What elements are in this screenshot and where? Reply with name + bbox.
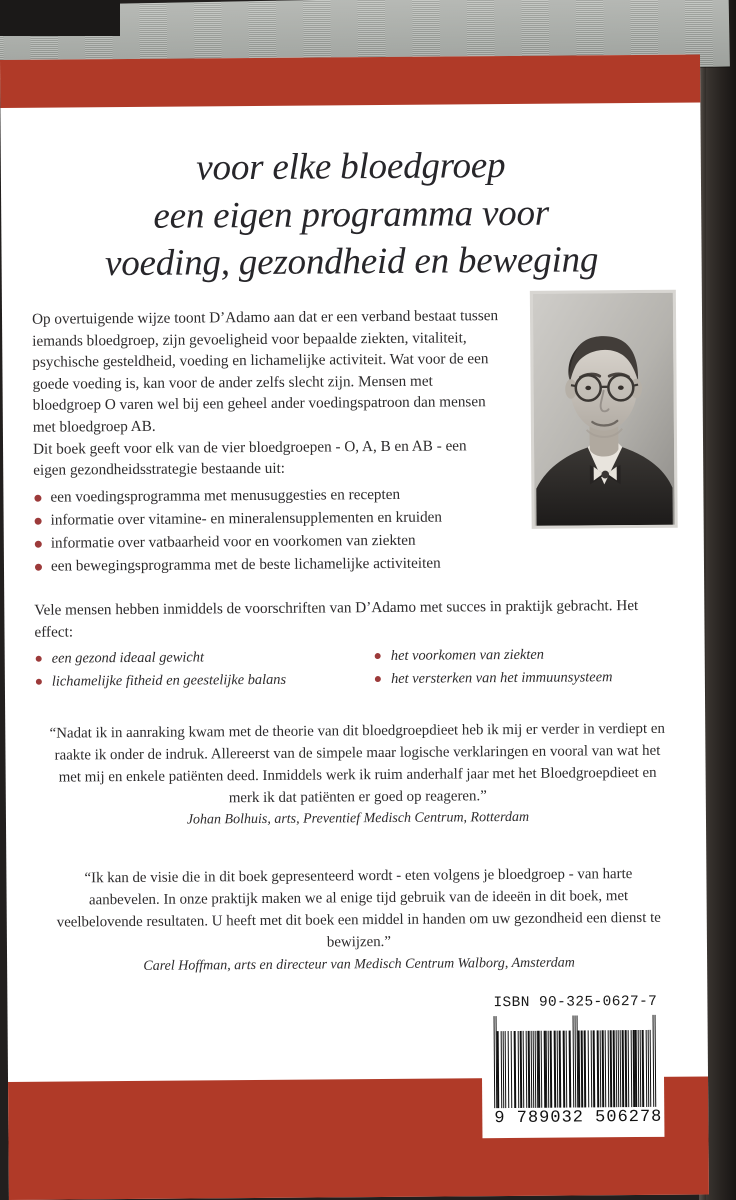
top-left-dark-corner — [0, 0, 120, 36]
intro-paragraph-2: Dit boek geeft voor elk van de vier bloedgroepen - O, A, B en AB - een eigen gezondheidsstrategie bestaande uit: — [32, 436, 467, 479]
cover-printed-face — [0, 55, 709, 1200]
barcode-bars — [494, 1015, 657, 1108]
list-item: een bewegingsprogramma met de beste lichamelijke activiteiten — [34, 551, 510, 578]
quote-attribution: Johan Bolhuis, arts, Preventief Medisch Centrum, Rotterdam — [186, 810, 530, 828]
quote-text: “Ik kan de visie die in dit boek gepresenteerd wordt - eten volgens je bloedgroep - van harte aanbevelen. In onze praktijk maken we al enige tijd gebruik van de ideeën in dit boek, met veelbelovende resultaten. U heeft met dit boek een middel in handen om uw gezondheid een dienst te bewijzen.” — [56, 866, 661, 951]
quote-text: “Nadat ik in aanraking kwam met de theorie van dit bloedgroepdieet heb ik mij er verder in verdiept en raakte ik onder de indruk. Allereerst van de simpele maar logische verklaringen en vooral van wat het met mij en enkele patiënten deed. Inmiddels werk ik ruim anderhalf jaar met het Bloedgroepdieet en merk ik dat patiënten er goed op reageren.” — [49, 720, 665, 806]
effect-intro — [34, 595, 674, 643]
title-line-3: voeding, gezondheid en beweging — [104, 239, 599, 285]
effect-list — [35, 643, 675, 694]
list-item: informatie over vitamine- en mineralensupplementen en kruiden — [34, 505, 510, 532]
list-item: een voedingsprogramma met menusuggesties en recepten — [33, 482, 509, 509]
testimonial-quote-2 — [48, 864, 669, 978]
barcode-digits: 9 789032 506278 — [494, 1107, 663, 1129]
intro-paragraph-1: Op overtuigende wijze toont D’Adamo aan dat er een verband bestaat tussen iemands bloedgroep, zijn gevoeligheid voor bepaalde ziekten, vitaliteit, psychische gesteldheid, voeding en lichamelijke activiteit. Wat voor de een goede voeding is, kan voor de ander zelfs slecht zijn. Mensen met bloedgroep O varen wel bij een geheel ander voedingspatroon dan mensen met bloedgroep AB. — [31, 307, 499, 436]
list-item: het voorkomen van ziekten — [374, 643, 675, 668]
feature-list — [33, 482, 510, 578]
list-item: lichamelijke fitheid en geestelijke balans — [35, 668, 374, 693]
author-portrait — [530, 290, 678, 529]
title-line-1: voor elke bloedgroep — [196, 145, 506, 189]
list-item: een gezond ideaal gewicht — [35, 645, 374, 670]
list-item: informatie over vatbaarheid voor en voorkomen van ziekten — [34, 528, 510, 555]
list-item: het versterken van het immuunsysteem — [374, 666, 675, 691]
testimonial-quote-1 — [47, 719, 668, 833]
cover-content — [0, 103, 708, 1082]
cover-title — [0, 103, 701, 290]
intro-text — [32, 305, 501, 481]
cover-body — [2, 284, 707, 979]
effect-lead-text: Vele mensen hebben inmiddels de voorschriften van D’Adamo met succes in praktijk gebracht. Het effect: — [34, 597, 639, 641]
title-line-2: een eigen programma voor — [153, 192, 550, 237]
quote-attribution: Carel Hoffman, arts en directeur van Medisch Centrum Walborg, Amsterdam — [143, 955, 575, 974]
isbn-label: ISBN 90-325-0627-7 — [493, 993, 658, 1012]
top-red-band — [0, 55, 700, 108]
barcode-block — [493, 993, 663, 1129]
